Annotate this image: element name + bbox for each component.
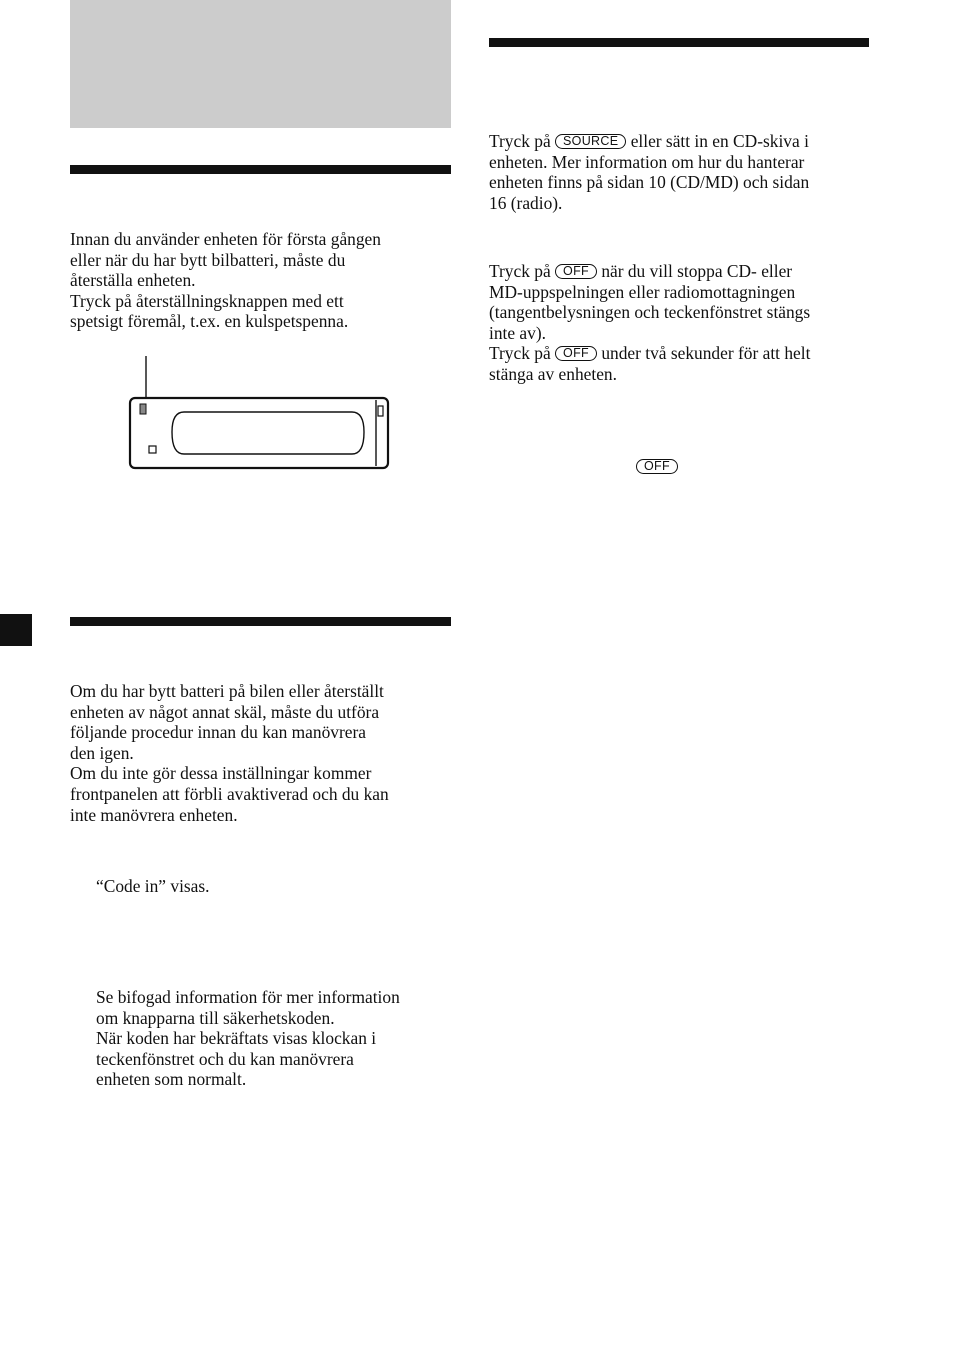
text-line: spetsigt föremål, t.ex. en kulspetspenna.	[70, 311, 349, 332]
text-line: stänga av enheten.	[489, 363, 617, 384]
text-line: “Code in” visas.	[96, 876, 210, 896]
text-line: inte manövrera enheten.	[70, 804, 238, 825]
source-paragraph	[489, 131, 879, 213]
section-rule-code	[70, 617, 451, 626]
text-line: teckenfönstret och du kan manövrera	[96, 1048, 354, 1069]
code-paragraph	[70, 681, 460, 825]
off-key-label: OFF	[636, 459, 678, 474]
text-line: Se bifogad information för mer information	[96, 987, 400, 1007]
text-line: När koden har bekräftats visas klockan i	[96, 1028, 377, 1049]
off-key-label: OFF	[555, 264, 597, 279]
step1-note	[96, 876, 456, 897]
text-line: enheten av något annat skäl, måste du utföra	[70, 701, 380, 722]
text-run: Tryck på	[489, 343, 551, 364]
text-run: när du vill stoppa CD- eller	[601, 261, 793, 281]
reset-button-icon	[140, 404, 146, 414]
page-tab-marker	[0, 614, 32, 646]
step2-paragraph	[96, 987, 460, 1090]
text-line: återställa enheten.	[70, 270, 196, 291]
text-line: den igen.	[70, 742, 134, 763]
text-line	[489, 131, 879, 152]
text-line: enheten finns på sidan 10 (CD/MD) och sidan	[489, 172, 810, 193]
lone-off-key	[636, 459, 678, 477]
text-line: inte av).	[489, 322, 546, 343]
release-button-icon	[378, 406, 383, 416]
source-key-label: SOURCE	[555, 134, 626, 149]
text-run: Tryck på	[489, 261, 551, 281]
head-unit-illustration	[120, 352, 400, 474]
small-button-icon	[149, 446, 156, 453]
text-line: Innan du använder enheten för första gången	[70, 229, 381, 249]
text-line: MD-uppspelningen eller radiomottagningen	[489, 281, 796, 302]
text-line: Om du har bytt batteri på bilen eller återställt	[70, 681, 384, 701]
section-header-shade	[70, 0, 451, 128]
text-run: under två sekunder för att helt	[601, 343, 811, 364]
text-line: 16 (radio).	[489, 192, 563, 213]
text-line: Om du inte gör dessa inställningar kommer	[70, 763, 372, 784]
text-line	[489, 261, 879, 282]
text-line: eller när du har bytt bilbatteri, måste du	[70, 249, 346, 270]
text-run: eller sätt in en CD-skiva i	[630, 131, 809, 151]
text-line: om knapparna till säkerhetskoden.	[96, 1007, 335, 1028]
section-rule-reset	[70, 165, 451, 174]
text-line: frontpanelen att förbli avaktiverad och du kan	[70, 783, 389, 804]
off-key-label: OFF	[555, 346, 597, 361]
off-paragraph	[489, 261, 879, 385]
text-line: följande procedur innan du kan manövrera	[70, 722, 367, 743]
text-line: (tangentbelysningen och teckenfönstret stängs	[489, 302, 811, 323]
text-line: enheten. Mer information om hur du hanterar	[489, 151, 805, 172]
section-rule-power	[489, 38, 869, 47]
text-line: enheten som normalt.	[96, 1069, 247, 1090]
front-panel-outline	[130, 398, 388, 468]
reset-paragraph	[70, 229, 460, 332]
text-line	[489, 343, 879, 364]
text-run: Tryck på	[489, 131, 551, 151]
text-line: Tryck på återställningsknappen med ett	[70, 290, 344, 311]
